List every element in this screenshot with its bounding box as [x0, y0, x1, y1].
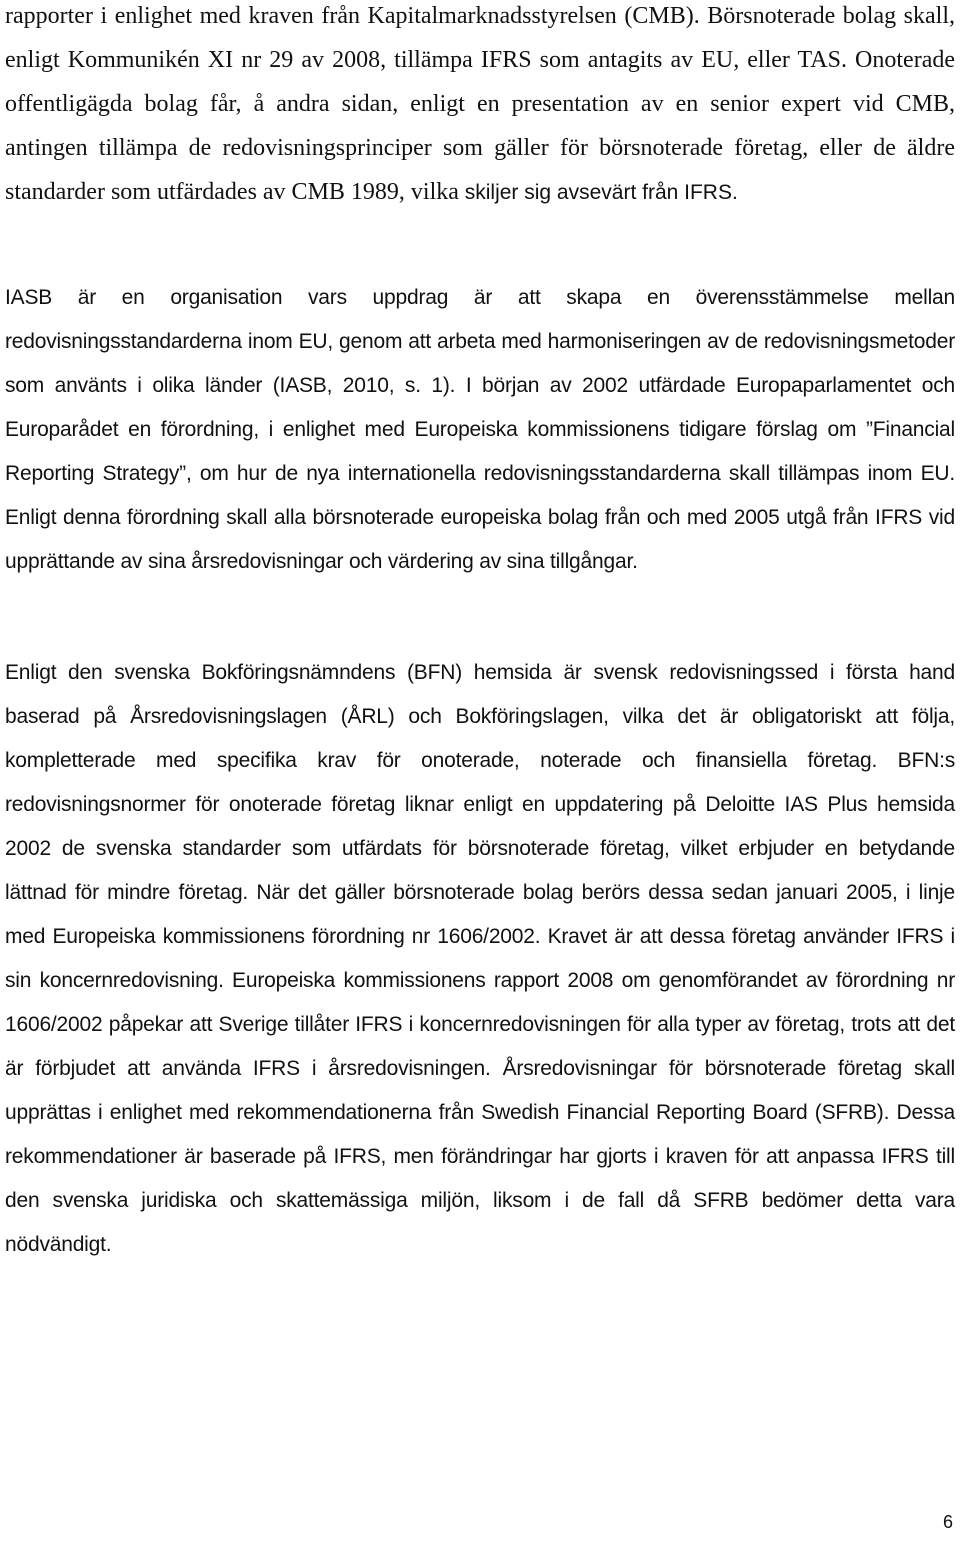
- paragraph-3: Enligt den svenska Bokföringsnämndens (BFN) hemsida är svensk redovisningssed i första hand baserad på Årsredovisningslagen (ÅRL) och Bokföringslagen, vilka det är obligatoriskt att följa, kompletterade med specifika krav för onoterade, noterade och finansiella företag. BFN:s redovisningsnormer för onoterade företag liknar enligt en uppdatering på Deloitte IAS Plus hemsida 2002 de svenska standarder som utfärdats för börsnoterade företag, vilket erbjuder en betydande lättnad för mindre företag. När det gäller börsnoterade bolag berörs dessa sedan januari 2005, i linje med Europeiska kommissionens förordning nr 1606/2002. Kravet är att dessa företag använder IFRS i sin koncernredovisning. Europeiska kommissionens rapport 2008 om genomförandet av förordning nr 1606/2002 påpekar att Sverige tillåter IFRS i koncernredovisningen för alla typer av företag, trots att det är förbjudet att använda IFRS i årsredovisningen. Årsredovisningar för börsnoterade företag skall upprättas i enlighet med rekommendationerna från Swedish Financial Reporting Board (SFRB). Dessa rekommendationer är baserade på IFRS, men förändringar har gjorts i kraven för att anpassa IFRS till den svenska juridiska och skattemässiga miljön, liksom i de fall då SFRB bedömer detta vara nödvändigt.: [5, 661, 955, 1256]
- paragraph-1-serif-text: rapporter i enlighet med kraven från Kapitalmarknadsstyrelsen (CMB). Börsnoterade bolag skall, enligt Kommunikén XI nr 29 av 2008, tillämpa IFRS som antagits av EU, eller TAS. Onoterade offentligägda bolag får, å andra sidan, enligt en presentation av en senior expert vid CMB, antingen tillämpa de redovisningsprinciper som gäller för börsnoterade företag, eller de äldre standarder som utfärdades av CMB 1989, vilka: [5, 3, 955, 205]
- page-number: 6: [942, 1512, 953, 1532]
- paragraph-1: [5, 0, 955, 215]
- paragraph-1-sans-text: skiljer sig avsevärt från IFRS.: [458, 181, 738, 204]
- paragraph-2: IASB är en organisation vars uppdrag är att skapa en överensstämmelse mellan redovisningsstandarderna inom EU, genom att arbeta med harmoniseringen av de redovisningsmetoder som använts i olika länder (IASB, 2010, s. 1). I början av 2002 utfärdade Europaparlamentet och Europarådet en förordning, i enlighet med Europeiska kommissionens tidigare förslag om ”Financial Reporting Strategy”, om hur de nya internationella redovisningsstandarderna skall tillämpas inom EU. Enligt denna förordning skall alla börsnoterade europeiska bolag från och med 2005 utgå från IFRS vid upprättande av sina årsredovisningar och värdering av sina tillgångar.: [5, 286, 955, 573]
